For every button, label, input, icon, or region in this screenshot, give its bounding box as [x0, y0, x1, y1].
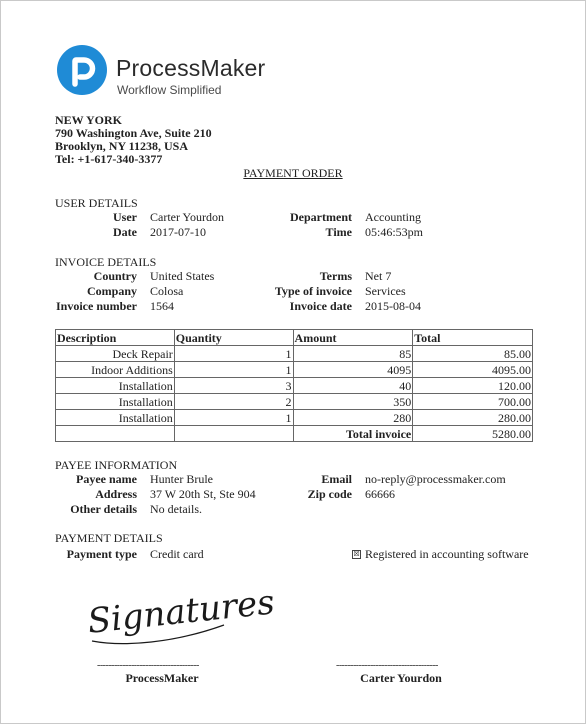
brand-tagline: Workflow Simplified [117, 83, 222, 97]
column-header-total: Total [413, 330, 533, 346]
column-header-description: Description [56, 330, 175, 346]
invoice-date-label: Invoice date [289, 299, 352, 313]
processmaker-logo-icon [56, 44, 108, 101]
cell-description: Indoor Additions [56, 362, 175, 378]
user-label: User [113, 210, 137, 224]
payee-address-value: 37 W 20th St, Ste 904 [150, 487, 256, 501]
invoice-details-heading: INVOICE DETAILS [55, 255, 157, 269]
cell-empty [56, 426, 175, 442]
total-invoice-value: 5280.00 [413, 426, 533, 442]
address-street: 790 Washington Ave, Suite 210 [55, 126, 212, 140]
invoice-date-value: 2015-08-04 [365, 299, 421, 313]
cell-total: 4095.00 [413, 362, 533, 378]
cell-amount: 280 [293, 410, 413, 426]
cell-quantity: 1 [174, 346, 293, 362]
time-value: 05:46:53pm [365, 225, 424, 239]
email-value: no-reply@processmaker.com [365, 472, 506, 486]
other-details-value: No details. [150, 502, 202, 516]
cell-description: Installation [56, 410, 175, 426]
page-title: PAYMENT ORDER [243, 166, 343, 180]
invoice-number-value: 1564 [150, 299, 174, 313]
email-label: Email [321, 472, 352, 486]
address-region: Brooklyn, NY 11238, USA [55, 139, 189, 153]
table-row [56, 378, 533, 394]
payment-heading: PAYMENT DETAILS [55, 531, 163, 545]
country-value: United States [150, 269, 215, 283]
invoice-table [55, 329, 533, 442]
address-city: NEW YORK [55, 113, 123, 127]
cell-quantity: 1 [174, 362, 293, 378]
address-phone: Tel: +1-617-340-3377 [55, 152, 163, 166]
table-row [56, 346, 533, 362]
total-invoice-label: Total invoice [293, 426, 413, 442]
invoice-type-label: Type of invoice [274, 284, 352, 298]
payee-name-label: Payee name [76, 472, 137, 486]
cell-description: Deck Repair [56, 346, 175, 362]
user-details-heading: USER DETAILS [55, 196, 138, 210]
zip-code-value: 66666 [365, 487, 395, 501]
invoice-number-label: Invoice number [56, 299, 137, 313]
table-total-row [56, 426, 533, 442]
company-label: Company [86, 284, 137, 298]
brand-name: ProcessMaker [116, 55, 266, 81]
cell-amount: 4095 [293, 362, 413, 378]
column-header-quantity: Quantity [174, 330, 293, 346]
signature-name-left: ProcessMaker [125, 671, 199, 685]
cell-total: 85.00 [413, 346, 533, 362]
registered-checkbox[interactable]: ☒ [353, 550, 360, 558]
zip-code-label: Zip code [307, 487, 352, 501]
registered-label: Registered in accounting software [365, 547, 529, 561]
user-value: Carter Yourdon [150, 210, 224, 224]
signature-image [84, 582, 277, 660]
payee-address-label: Address [95, 487, 137, 501]
payee-heading: PAYEE INFORMATION [55, 458, 178, 472]
payment-type-label: Payment type [66, 547, 137, 561]
cell-description: Installation [56, 378, 175, 394]
other-details-label: Other details [70, 502, 137, 516]
cell-amount: 350 [293, 394, 413, 410]
svg-text:Signatures: Signatures [85, 582, 277, 642]
terms-label: Terms [319, 269, 352, 283]
date-label: Date [113, 225, 137, 239]
table-header-row [56, 330, 533, 346]
signature-line-left: ------------------------------------ [97, 660, 199, 671]
table-row [56, 362, 533, 378]
cell-description: Installation [56, 394, 175, 410]
department-label: Department [290, 210, 352, 224]
cell-quantity: 1 [174, 410, 293, 426]
payee-name-value: Hunter Brule [150, 472, 213, 486]
invoice-type-value: Services [365, 284, 406, 298]
payment-type-value: Credit card [150, 547, 204, 561]
cell-total: 120.00 [413, 378, 533, 394]
cell-total: 280.00 [413, 410, 533, 426]
company-value: Colosa [150, 284, 184, 298]
table-row [56, 410, 533, 426]
cell-total: 700.00 [413, 394, 533, 410]
table-row [56, 394, 533, 410]
signature-name-right: Carter Yourdon [360, 671, 442, 685]
department-value: Accounting [365, 210, 421, 224]
cell-quantity: 2 [174, 394, 293, 410]
time-label: Time [325, 225, 352, 239]
date-value: 2017-07-10 [150, 225, 206, 239]
cell-amount: 85 [293, 346, 413, 362]
column-header-amount: Amount [293, 330, 413, 346]
country-label: Country [93, 269, 137, 283]
cell-amount: 40 [293, 378, 413, 394]
signature-line-right: ------------------------------------ [336, 660, 438, 671]
cell-quantity: 3 [174, 378, 293, 394]
cell-empty [174, 426, 293, 442]
terms-value: Net 7 [365, 269, 392, 283]
